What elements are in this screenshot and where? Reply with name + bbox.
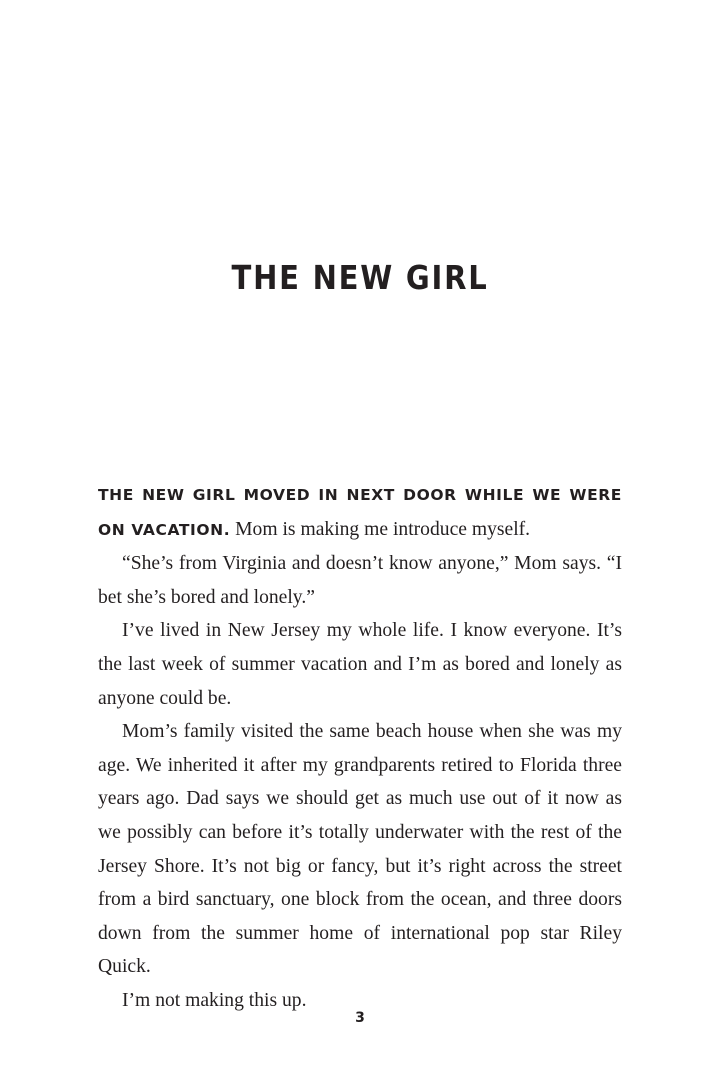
paragraph-4: Mom’s family visited the same beach house when she was my age. We inherited it after my grandparents retired to Florida three years ago. Dad says we should get as much use out of it now as we possibly can before it’s totally underwater with the rest of the Jersey Shore. It’s not big or fancy, but it’s right across the street from a bird sanctuary, one block from the ocean, and three doors down from the summer home of international pop star Riley Quick. [98, 721, 622, 978]
paragraph-2: “She’s from Virginia and doesn’t know anyone,” Mom says. “I bet she’s bored and lonely.” [98, 553, 622, 608]
paragraph-3: I’ve lived in New Jersey my whole life. I know everyone. It’s the last week of summer vacation and I’m as bored and lonely as anyone could be. [98, 620, 622, 709]
paragraph-text: Mom is making me introduce myself. [230, 518, 531, 540]
page-number: 3 [355, 1010, 365, 1026]
paragraph-5: I’m not making this up. [122, 989, 307, 1011]
paragraph-1 [98, 478, 622, 547]
chapter-body [98, 478, 622, 1018]
lead-in: THE NEW GIRL MOVED IN NEXT DOOR WHILE WE WERE ON VACATION. [98, 486, 622, 539]
chapter-title: THE NEW GIRL [231, 258, 489, 298]
